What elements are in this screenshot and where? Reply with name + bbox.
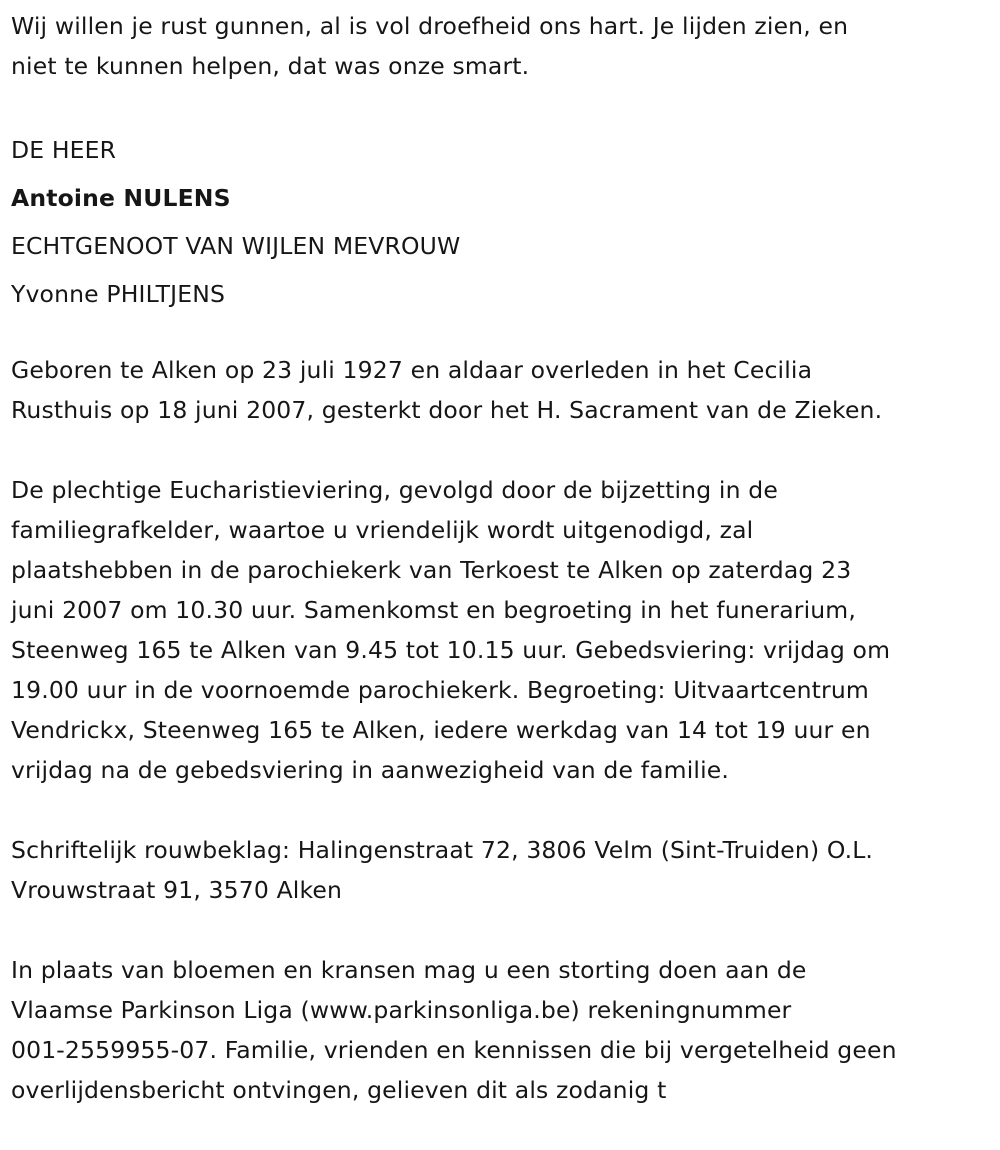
ceremony-line: vrijdag na de gebedsviering in aanwezigheid van de familie. bbox=[11, 756, 729, 784]
motto-line: niet te kunnen helpen, dat was onze smart. bbox=[11, 52, 530, 80]
deceased-relation: ECHTGENOOT VAN WIJLEN MEVROUW bbox=[11, 232, 461, 260]
ceremony-line: Vendrickx, Steenweg 165 te Alken, iedere werkdag van 14 tot 19 uur en bbox=[11, 716, 871, 744]
donation-paragraph bbox=[11, 950, 986, 1110]
donation-line: overlijdensbericht ontvingen, gelieven dit als zodanig t bbox=[11, 1076, 667, 1104]
birth-death-line: Geboren te Alken op 23 juli 1927 en aldaar overleden in het Cecilia bbox=[11, 356, 813, 384]
ceremony-paragraph bbox=[11, 470, 986, 790]
birth-death-paragraph bbox=[11, 350, 986, 430]
ceremony-line: De plechtige Eucharistieviering, gevolgd door de bijzetting in de bbox=[11, 476, 778, 504]
deceased-title: DE HEER bbox=[11, 136, 117, 164]
condolences-paragraph bbox=[11, 830, 986, 910]
ceremony-line: juni 2007 om 10.30 uur. Samenkomst en begroeting in het funerarium, bbox=[11, 596, 856, 624]
deceased-name: Antoine NULENS bbox=[11, 184, 231, 212]
condolences-line: Vrouwstraat 91, 3570 Alken bbox=[11, 876, 343, 904]
donation-line: 001-2559955-07. Familie, vrienden en kennissen die bij vergetelheid geen bbox=[11, 1036, 897, 1064]
ceremony-line: Steenweg 165 te Alken van 9.45 tot 10.15 uur. Gebedsviering: vrijdag om bbox=[11, 636, 891, 664]
ceremony-line: plaatshebben in de parochiekerk van Terkoest te Alken op zaterdag 23 bbox=[11, 556, 852, 584]
donation-line: In plaats van bloemen en kransen mag u een storting doen aan de bbox=[11, 956, 807, 984]
motto-line: Wij willen je rust gunnen, al is vol droefheid ons hart. Je lijden zien, en bbox=[11, 12, 849, 40]
ceremony-line: 19.00 uur in de voornoemde parochiekerk. Begroeting: Uitvaartcentrum bbox=[11, 676, 869, 704]
birth-death-line: Rusthuis op 18 juni 2007, gesterkt door het H. Sacrament van de Zieken. bbox=[11, 396, 883, 424]
deceased-heading bbox=[11, 126, 986, 318]
donation-line: Vlaamse Parkinson Liga (www.parkinsonliga.be) rekeningnummer bbox=[11, 996, 792, 1024]
ceremony-line: familiegrafkelder, waartoe u vriendelijk wordt uitgenodigd, zal bbox=[11, 516, 754, 544]
spouse-name: Yvonne PHILTJENS bbox=[11, 280, 226, 308]
motto-paragraph bbox=[11, 6, 986, 86]
obituary-text bbox=[11, 6, 986, 1150]
condolences-line: Schriftelijk rouwbeklag: Halingenstraat 72, 3806 Velm (Sint-Truiden) O.L. bbox=[11, 836, 874, 864]
